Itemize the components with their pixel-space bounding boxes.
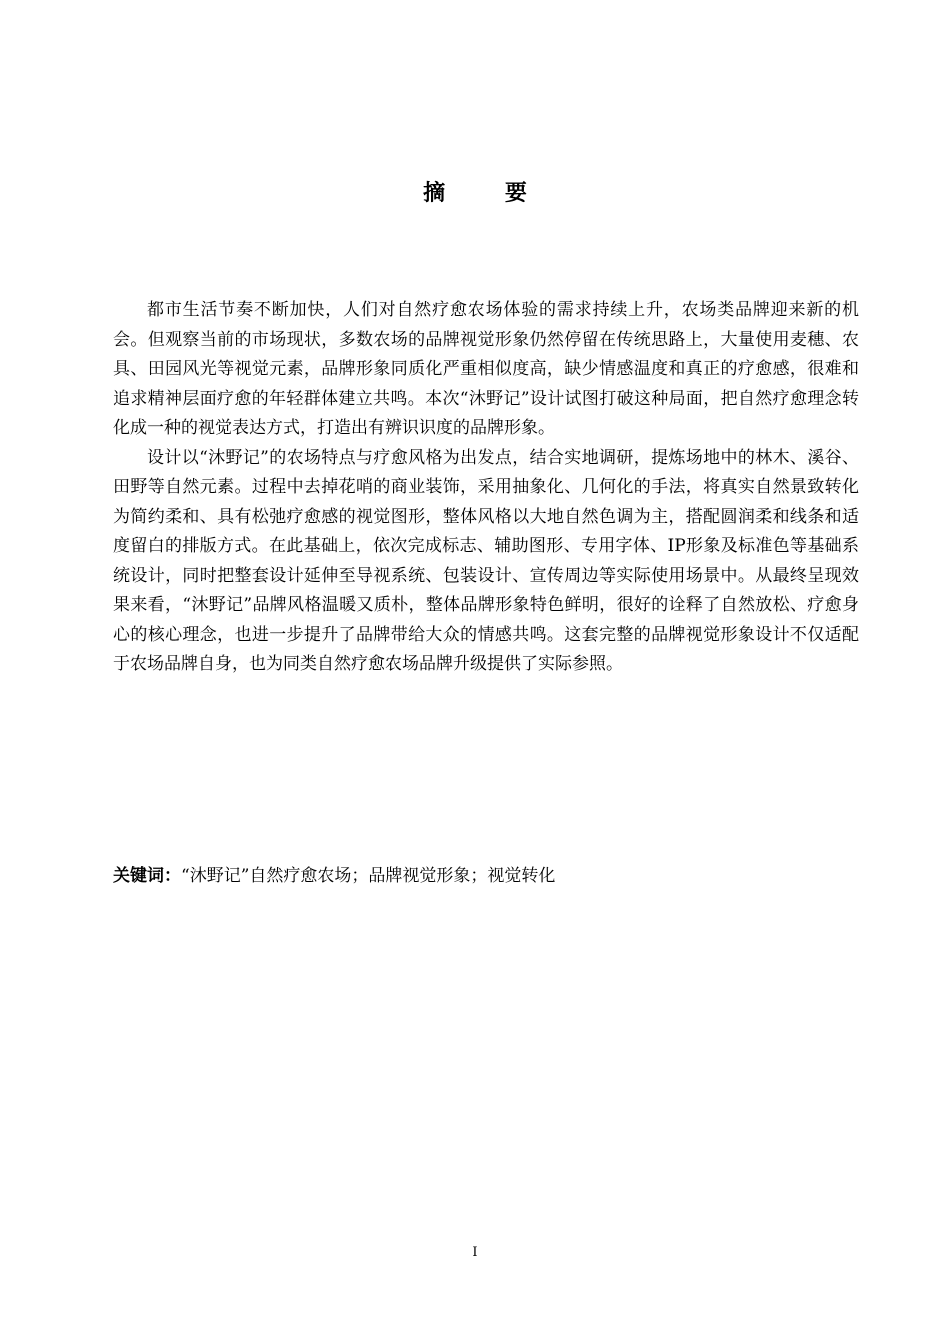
keywords-label: 关键词： — [113, 866, 181, 886]
page-number: I — [472, 1245, 478, 1260]
keywords-line — [113, 862, 859, 890]
abstract-body — [113, 296, 859, 680]
abstract-paragraph-1: 都市生活节奏不断加快，人们对自然疗愈农场体验的需求持续上升，农场类品牌迎来新的机会。但观察当前的市场现状，多数农场的品牌视觉形象仍然停留在传统思路上，大量使用麦穗、农具、田园风光等视觉元素，品牌形象同质化严重相似度高，缺少情感温度和真正的疗愈感，很难和追求精神层面疗愈的年轻群体建立共鸣。本次“沐野记”设计试图打破这种局面，把自然疗愈理念转化成一种的视觉表达方式，打造出有辨识识度的品牌形象。 — [113, 300, 859, 438]
abstract-paragraph-2: 设计以“沐野记”的农场特点与疗愈风格为出发点，结合实地调研，提炼场地中的林木、溪谷、田野等自然元素。过程中去掉花哨的商业装饰，采用抽象化、几何化的手法，将真实自然景致转化为简约柔和、具有松弛疗愈感的视觉图形，整体风格以大地自然色调为主，搭配圆润柔和线条和适度留白的排版方式。在此基础上，依次完成标志、辅助图形、专用字体、IP形象及标准色等基础系统设计，同时把整套设计延伸至导视系统、包装设计、宣传周边等实际使用场景中。从最终呈现效果来看，“沐野记”品牌风格温暖又质朴，整体品牌形象特色鲜明，很好的诠释了自然放松、疗愈身心的核心理念，也进一步提升了品牌带给大众的情感共鸣。这套完整的品牌视觉形象设计不仅适配于农场品牌自身，也为同类自然疗愈农场品牌升级提供了实际参照。 — [113, 447, 859, 674]
keywords-value: “沐野记”自然疗愈农场；品牌视觉形象；视觉转化 — [181, 866, 556, 886]
page-title: 摘 要 — [423, 181, 553, 206]
